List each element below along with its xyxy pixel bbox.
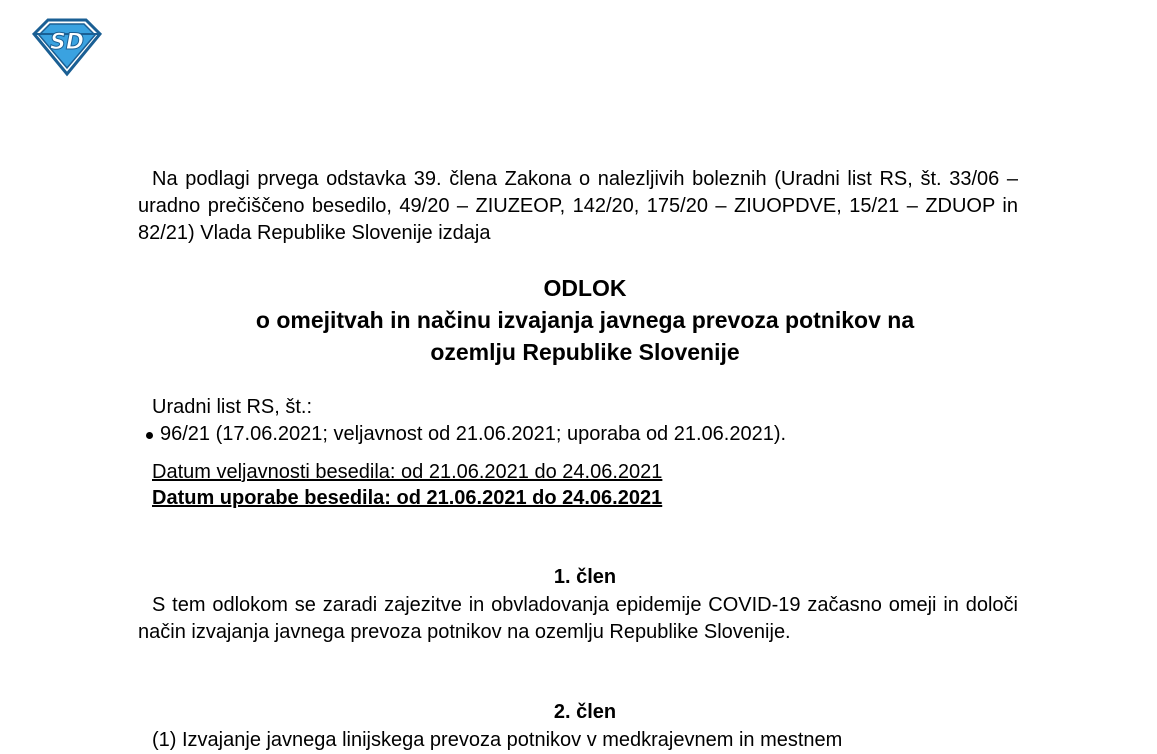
sd-logo — [30, 16, 104, 78]
article-1-text: S tem odlokom se zaradi zajezitve in obvladovanja epidemije COVID-19 začasno omeji in določi način izvajanja javnega prevoza potnikov na ozemlju Republike Slovenije. — [138, 594, 1018, 643]
article-1-title: 1. člen — [553, 566, 617, 588]
article-2-title: 2. člen — [553, 701, 617, 723]
text-dates — [152, 459, 662, 511]
title-line-2: ozemlju Republike Slovenije — [430, 339, 740, 365]
title-main: ODLOK — [543, 275, 627, 301]
validity-date: Datum veljavnosti besedila: od 21.06.2021 do 24.06.2021 — [152, 461, 663, 483]
title-line-1: o omejitvah in načinu izvajanja javnega prevoza potnikov na — [255, 307, 915, 333]
gazette-label: Uradni list RS, št.: — [152, 396, 313, 418]
gazette-item: 96/21 (17.06.2021; veljavnost od 21.06.2021; uporaba od 21.06.2021). — [146, 421, 786, 448]
use-date: Datum uporabe besedila: od 21.06.2021 do 24.06.2021 — [152, 487, 663, 509]
preamble: Na podlagi prvega odstavka 39. člena Zakona o nalezljivih boleznih (Uradni list RS, št. 33/06 – uradno prečiščeno besedilo, 49/20 – ZIUZEOP, 142/20, 175/20 – ZIUOPDVE, 15/21 – ZDUOP in 82/21) Vlada Republike Slovenije izdaja — [138, 168, 1018, 244]
document-title — [138, 272, 1032, 368]
logo-lettering: SD — [49, 30, 85, 55]
article-2-text: (1) Izvajanje javnega linijskega prevoza potnikov v medkrajevnem in mestnem — [152, 729, 843, 751]
gazette-info — [152, 394, 786, 448]
diamond-logo-icon — [30, 16, 104, 78]
